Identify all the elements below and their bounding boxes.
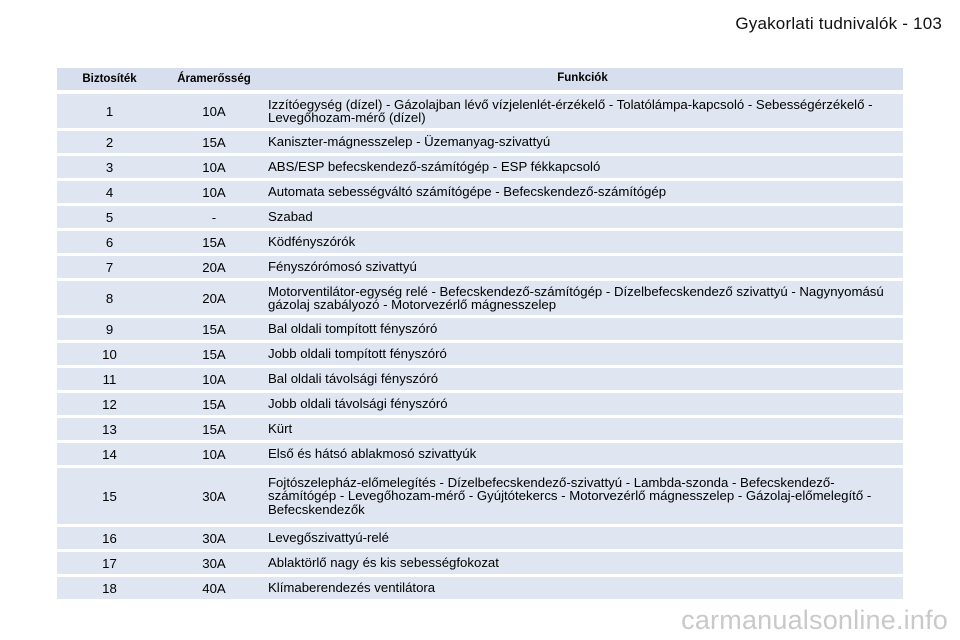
- table-row: [57, 577, 903, 599]
- fuse-number-cell: 14: [102, 446, 117, 462]
- fuse-number-cell: 7: [105, 259, 114, 275]
- fuse-number-cell: 9: [105, 321, 114, 337]
- function-cell: Jobb oldali távolsági fényszóró: [268, 396, 448, 412]
- table-body: [57, 94, 903, 599]
- column-header-fuse: Biztosíték: [82, 73, 137, 85]
- function-cell: Fojtószelepház-előmelegítés - Dízelbefecskendező-szivattyú - Lambda-szonda - Befecskendező-számítógép - Levegőhozam-mérő - Gyújtótekercs - Motorvezérlő mágnesszelep - Gázolaj-előmelegítő - Befecskendezők: [268, 474, 872, 517]
- table-row: [57, 131, 903, 153]
- fuse-number-cell: 2: [105, 134, 114, 150]
- fuse-number-cell: 18: [102, 580, 117, 596]
- fuse-number-cell: 1: [105, 103, 114, 119]
- amperage-cell: 10A: [202, 184, 226, 200]
- column-header-amperage: Áramerősség: [177, 73, 251, 85]
- fuse-number-cell: 5: [105, 209, 114, 225]
- table-row: [57, 343, 903, 365]
- table-row: [57, 281, 903, 315]
- fuse-number-cell: 11: [102, 371, 117, 387]
- amperage-cell: 15A: [202, 421, 226, 437]
- table-row: [57, 231, 903, 253]
- table-row: [57, 256, 903, 278]
- table-row: [57, 393, 903, 415]
- amperage-cell: 15A: [202, 321, 226, 337]
- fuse-number-cell: 3: [105, 159, 114, 175]
- table-row: [57, 318, 903, 340]
- function-cell: Ablaktörlő nagy és kis sebességfokozat: [268, 555, 499, 571]
- amperage-cell: -: [211, 209, 217, 225]
- fuse-number-cell: 15: [102, 488, 117, 504]
- amperage-cell: 15A: [202, 234, 226, 250]
- fuse-number-cell: 8: [105, 290, 114, 306]
- amperage-cell: 20A: [202, 259, 226, 275]
- column-header-functions: Funkciók: [557, 72, 608, 85]
- fuse-number-cell: 4: [105, 184, 114, 200]
- page-title: Gyakorlati tudnivalók - 103: [735, 14, 942, 33]
- table-row: [57, 156, 903, 178]
- amperage-cell: 30A: [202, 530, 226, 546]
- amperage-cell: 40A: [202, 580, 226, 596]
- table-row: [57, 468, 903, 524]
- amperage-cell: 15A: [202, 134, 226, 150]
- function-cell: Bal oldali tompított fényszóró: [268, 321, 438, 337]
- table-header-row: [57, 68, 903, 90]
- fuse-number-cell: 13: [102, 421, 117, 437]
- fuse-number-cell: 17: [102, 555, 117, 571]
- function-cell: Automata sebességváltó számítógépe - Befecskendező-számítógép: [268, 184, 667, 200]
- table-row: [57, 418, 903, 440]
- table-row: [57, 443, 903, 465]
- table-row: [57, 181, 903, 203]
- function-cell: Kaniszter-mágnesszelep - Üzemanyag-szivattyú: [268, 134, 551, 150]
- table-row: [57, 206, 903, 228]
- amperage-cell: 30A: [202, 555, 226, 571]
- function-cell: Első és hátsó ablakmosó szivattyúk: [268, 446, 477, 462]
- amperage-cell: 30A: [202, 488, 226, 504]
- amperage-cell: 10A: [202, 159, 226, 175]
- function-cell: Bal oldali távolsági fényszóró: [268, 371, 439, 387]
- function-cell: Ködfényszórók: [268, 234, 356, 250]
- fuse-number-cell: 16: [102, 530, 117, 546]
- amperage-cell: 10A: [202, 371, 226, 387]
- function-cell: Szabad: [268, 209, 313, 225]
- function-cell: Klímaberendezés ventilátora: [268, 580, 436, 596]
- amperage-cell: 10A: [202, 103, 226, 119]
- fuse-number-cell: 12: [102, 396, 117, 412]
- fuse-number-cell: 10: [102, 346, 117, 362]
- function-cell: Fényszórómosó szivattyú: [268, 259, 417, 275]
- table-row: [57, 368, 903, 390]
- function-cell: ABS/ESP befecskendező-számítógép - ESP fékkapcsoló: [268, 159, 601, 175]
- fuse-number-cell: 6: [105, 234, 114, 250]
- table-row: [57, 552, 903, 574]
- function-cell: Izzítóegység (dízel) - Gázolajban lévő vízjelenlét-érzékelő - Tolatólámpa-kapcsoló - Sebességérzékelő - Levegőhozam-mérő (dízel): [268, 96, 873, 125]
- amperage-cell: 15A: [202, 396, 226, 412]
- amperage-cell: 20A: [202, 290, 226, 306]
- function-cell: Motorventilátor-egység relé - Befecskendező-számítógép - Dízelbefecskendező szivattyú - Nagynyomású gázolaj szabályozó - Motorvezérlő mágnesszelep: [268, 283, 884, 312]
- table-row: [57, 94, 903, 128]
- amperage-cell: 15A: [202, 346, 226, 362]
- watermark: carmanualsonline.info: [681, 605, 948, 635]
- function-cell: Jobb oldali tompított fényszóró: [268, 346, 447, 362]
- function-cell: Levegőszivattyú-relé: [268, 530, 389, 546]
- amperage-cell: 10A: [202, 446, 226, 462]
- function-cell: Kürt: [268, 421, 293, 437]
- table-row: [57, 527, 903, 549]
- fuse-table: [57, 68, 903, 602]
